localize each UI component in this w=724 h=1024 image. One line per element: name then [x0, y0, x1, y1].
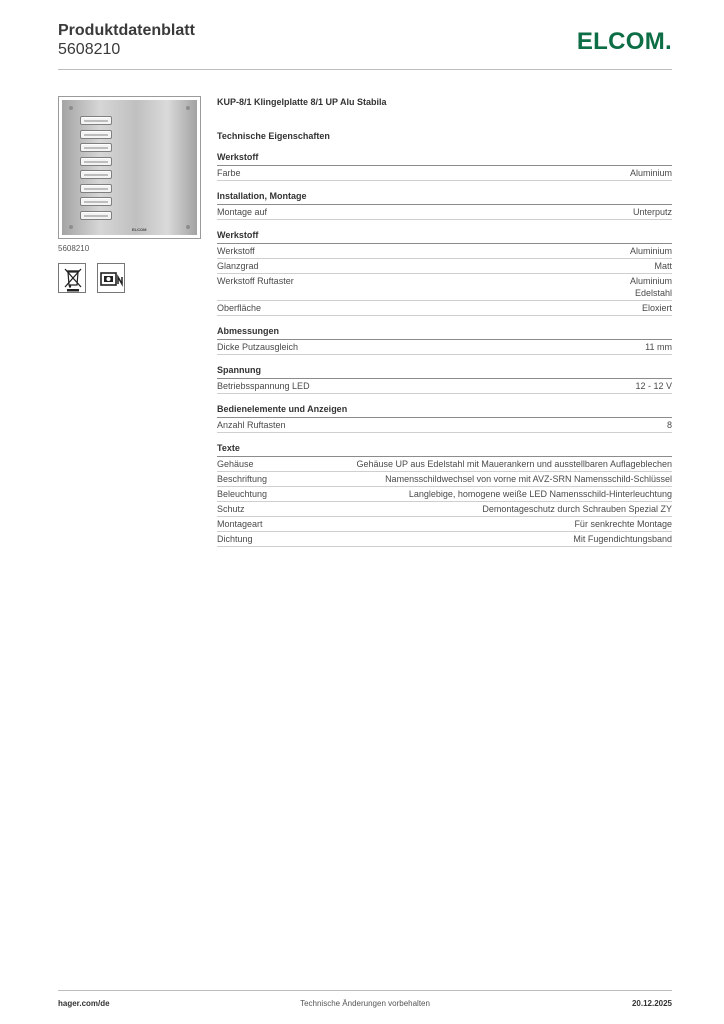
spec-row: [217, 532, 672, 547]
spec-row: [217, 457, 672, 472]
spec-value-line: Edelstahl: [634, 288, 672, 298]
spec-value: [630, 245, 672, 257]
footer-website: hager.com/de: [58, 999, 110, 1008]
spec-value: [645, 341, 672, 353]
spec-label: Dichtung: [217, 534, 253, 544]
plate-logo: ELCOM: [132, 227, 147, 232]
spec-row: [217, 472, 672, 487]
doorbell-button: [80, 197, 112, 206]
product-title: KUP-8/1 Klingelplatte 8/1 UP Alu Stabila: [217, 97, 387, 107]
spec-value: [635, 380, 672, 392]
screw-top-left: [69, 106, 73, 110]
spec-value: [385, 473, 672, 485]
spec-value-line: Langlebige, homogene weiße LED Namensschild-Hinterleuchtung: [408, 489, 672, 499]
spec-value: [574, 518, 672, 530]
spec-row: [217, 487, 672, 502]
spec-value-line: Für senkrechte Montage: [574, 519, 672, 529]
footer-notice: Technische Änderungen vorbehalten: [300, 999, 430, 1008]
spec-label: Schutz: [217, 504, 245, 514]
doorbell-button: [80, 116, 112, 125]
spec-group-title: Abmessungen: [217, 325, 672, 340]
spec-group: [217, 190, 672, 220]
spec-group: [217, 151, 672, 181]
name-label-slot: [84, 134, 108, 136]
spec-label: Beschriftung: [217, 474, 268, 484]
name-label-slot: [84, 215, 108, 217]
spec-value: [630, 275, 672, 299]
specification-content: [217, 96, 672, 547]
spec-label: Gehäuse: [217, 459, 254, 469]
spec-label: Werkstoff Ruftaster: [217, 276, 294, 286]
image-caption: 5608210: [58, 244, 90, 253]
doorbell-plate-illustration: [62, 100, 197, 235]
doorbell-button: [80, 130, 112, 139]
spec-value-line: Gehäuse UP aus Edelstahl mit Mauerankern und ausstellbaren Auflageblechen: [356, 459, 672, 469]
spec-value: [654, 260, 672, 272]
spec-value: [356, 458, 672, 470]
spec-row: [217, 259, 672, 274]
spec-value-line: Aluminium: [629, 276, 672, 286]
spec-label: Montage auf: [217, 207, 268, 217]
spec-label: Dicke Putzausgleich: [217, 342, 299, 352]
spec-label: Werkstoff: [217, 246, 255, 256]
section-title: Technische Eigenschaften: [217, 131, 330, 141]
spec-label: Anzahl Ruftasten: [217, 420, 286, 430]
spec-value-line: 8: [666, 420, 672, 430]
name-label-slot: [84, 188, 108, 190]
name-label-slot: [84, 147, 108, 149]
name-label-slot: [84, 174, 108, 176]
name-label-slot: [84, 201, 108, 203]
spec-label: Glanzgrad: [217, 261, 259, 271]
spec-row: [217, 502, 672, 517]
spec-row: [217, 205, 672, 220]
spec-label: Beleuchtung: [217, 489, 268, 499]
spec-value: [482, 503, 672, 515]
spec-group: [217, 364, 672, 394]
spec-value-line: Matt: [654, 261, 672, 271]
spec-row: [217, 166, 672, 181]
spec-row: [217, 379, 672, 394]
doorbell-button: [80, 211, 112, 220]
spec-group-title: Werkstoff: [217, 151, 672, 166]
spec-group: [217, 325, 672, 355]
article-number: 5608210: [58, 41, 121, 58]
spec-value-line: Demontageschutz durch Schrauben Spezial ZY: [482, 504, 672, 514]
screw-bottom-left: [69, 225, 73, 229]
screw-bottom-right: [186, 225, 190, 229]
spec-value-line: Eloxiert: [641, 303, 672, 313]
spec-row: [217, 274, 672, 301]
spec-group-title: Spannung: [217, 364, 672, 379]
spec-row: [217, 517, 672, 532]
spec-group: [217, 229, 672, 316]
spec-value: [409, 488, 672, 500]
name-label-slot: [84, 161, 108, 163]
page-header: [58, 22, 672, 70]
spec-row: [217, 244, 672, 259]
spec-value: [630, 167, 672, 179]
spec-value: [667, 419, 672, 431]
spec-value: [642, 302, 672, 314]
product-image: [58, 96, 201, 239]
spec-value-line: 12 - 12 V: [635, 381, 672, 391]
footer-date: 20.12.2025: [631, 999, 672, 1008]
spec-label: Betriebsspannung LED: [217, 381, 310, 391]
spec-label: Montageart: [217, 519, 263, 529]
spec-row: [217, 418, 672, 433]
doorbell-button: [80, 143, 112, 152]
spec-label: Farbe: [217, 168, 241, 178]
spec-value-line: Mit Fugendichtungsband: [573, 534, 672, 544]
spec-group: [217, 403, 672, 433]
spec-group-title: Bedienelemente und Anzeigen: [217, 403, 672, 418]
screw-top-right: [186, 106, 190, 110]
spec-label: Oberfläche: [217, 303, 262, 313]
spec-value: [633, 206, 672, 218]
doorbell-button: [80, 170, 112, 179]
spec-value-line: Aluminium: [629, 168, 672, 178]
page-footer: [58, 990, 672, 1008]
spec-row: [217, 340, 672, 355]
spec-groups: [217, 151, 672, 547]
spec-value-line: 11 mm: [645, 342, 672, 352]
spec-group-title: Installation, Montage: [217, 190, 672, 205]
weee-crossed-bin-icon: [58, 263, 86, 293]
spec-value-line: Aluminium: [629, 246, 672, 256]
doorbell-button: [80, 184, 112, 193]
spec-group: [217, 442, 672, 547]
spec-value: [573, 533, 672, 545]
doorbell-button: [80, 157, 112, 166]
document-title: Produktdatenblatt: [58, 22, 195, 39]
spec-value-line: Namensschildwechsel von vorne mit AVZ-SRN Namensschild-Schlüssel: [385, 474, 672, 484]
brand-logo: ELCOM.: [576, 28, 672, 55]
spec-value-line: Unterputz: [632, 207, 672, 217]
spec-group-title: Texte: [217, 442, 672, 457]
spec-group-title: Werkstoff: [217, 229, 672, 244]
device-class-icon: [97, 263, 125, 293]
spec-row: [217, 301, 672, 316]
name-label-slot: [84, 120, 108, 122]
